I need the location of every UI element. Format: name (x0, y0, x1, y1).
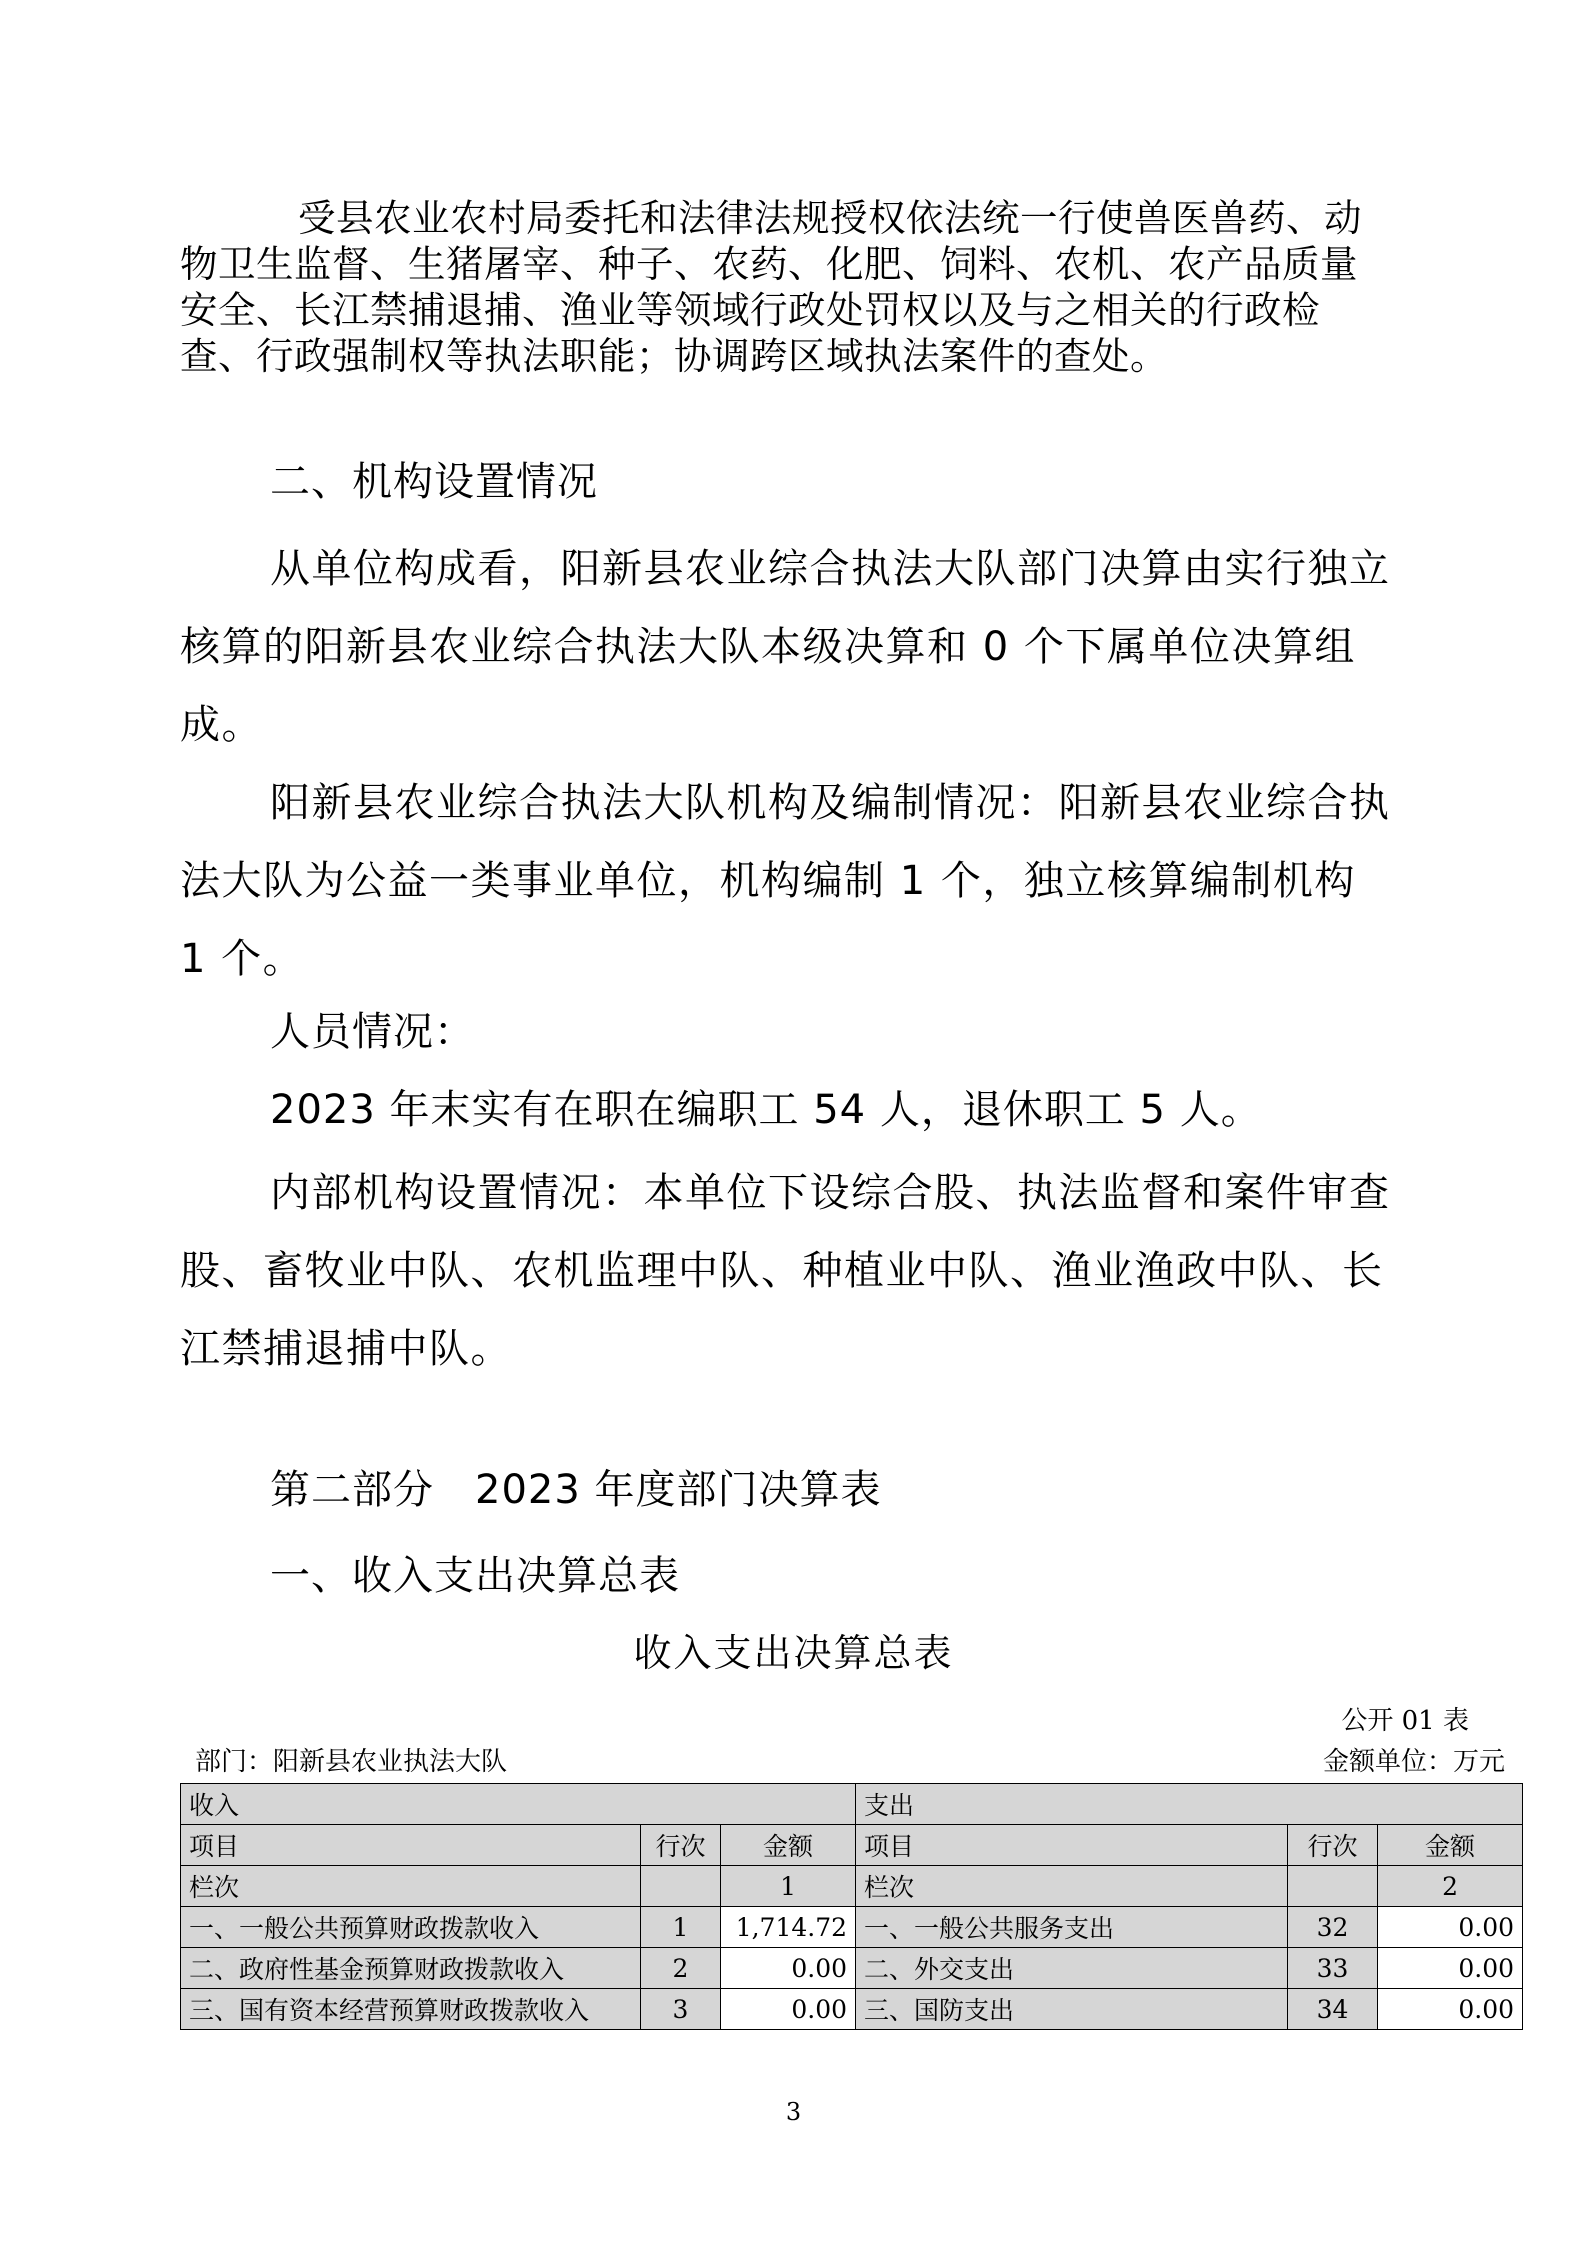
expense-row-no: 32 (1288, 1907, 1378, 1948)
expense-lanci-label: 栏次 (856, 1866, 1288, 1907)
table-code: 公开 01 表 (1341, 1706, 1469, 1736)
income-item: 一、一般公共预算财政拨款收入 (181, 1907, 641, 1948)
expense-item: 三、国防支出 (856, 1989, 1288, 2030)
internal-structure-paragraph: 内部机构设置情况：本单位下设综合股、执法监督和案件审查股、畜牧业中队、农机监理中队、种植业中队、渔业渔政中队、长江禁捕退捕中队。 (180, 1170, 1391, 1372)
table-title: 收入支出决算总表 (633, 1631, 954, 1675)
income-amount: 0.00 (721, 1989, 856, 2030)
table-lanci-row (181, 1866, 1523, 1907)
unit-composition-paragraph: 从单位构成看，阳新县农业综合执法大队部门决算由实行独立核算的阳新县农业综合执法大队本级决算和 0 个下属单位决算组成。 (180, 546, 1391, 748)
table-row (181, 1948, 1523, 1989)
table-row (181, 1907, 1523, 1948)
staff-heading: 人员情况： (270, 1009, 475, 1055)
table-column-header-row (181, 1825, 1523, 1866)
expense-row-no: 34 (1288, 1989, 1378, 2030)
expense-header: 支出 (856, 1784, 1523, 1825)
establishment-paragraph: 阳新县农业综合执法大队机构及编制情况：阳新县农业综合执法大队为公益一类事业单位，机构编制 1 个，独立核算编制机构 1 个。 (180, 780, 1391, 982)
expense-item: 二、外交支出 (856, 1948, 1288, 1989)
income-header: 收入 (181, 1784, 856, 1825)
expense-amount-header: 金额 (1378, 1825, 1523, 1866)
income-amount: 0.00 (721, 1948, 856, 1989)
expense-row-no: 33 (1288, 1948, 1378, 1989)
expense-lanci-value: 2 (1378, 1866, 1523, 1907)
section-heading-organization: 二、机构设置情况 (270, 459, 598, 505)
part-two-heading: 第二部分 2023 年度部门决算表 (270, 1467, 882, 1513)
expense-lanci-empty (1288, 1866, 1378, 1907)
income-lanci-empty (641, 1866, 721, 1907)
income-row-no-header: 行次 (641, 1825, 721, 1866)
income-item-header: 项目 (181, 1825, 641, 1866)
income-row-no: 2 (641, 1948, 721, 1989)
table-row (181, 1989, 1523, 2030)
table-header-row (181, 1784, 1523, 1825)
expense-item: 一、一般公共服务支出 (856, 1907, 1288, 1948)
income-amount: 1,714.72 (721, 1907, 856, 1948)
expense-item-header: 项目 (856, 1825, 1288, 1866)
income-row-no: 3 (641, 1989, 721, 2030)
staff-count-line: 2023 年末实有在职在编职工 54 人，退休职工 5 人。 (270, 1087, 1262, 1133)
unit-label: 金额单位：万元 (1322, 1747, 1505, 1777)
income-row-no: 1 (641, 1907, 721, 1948)
expense-amount: 0.00 (1378, 1948, 1523, 1989)
expense-row-no-header: 行次 (1288, 1825, 1378, 1866)
income-expense-table (180, 1783, 1523, 2030)
income-lanci-label: 栏次 (181, 1866, 641, 1907)
expense-amount: 0.00 (1378, 1989, 1523, 2030)
income-item: 二、政府性基金预算财政拨款收入 (181, 1948, 641, 1989)
table-section-heading: 一、收入支出决算总表 (270, 1553, 680, 1599)
income-item: 三、国有资本经营预算财政拨款收入 (181, 1989, 641, 2030)
income-amount-header: 金额 (721, 1825, 856, 1866)
expense-amount: 0.00 (1378, 1907, 1523, 1948)
page-number: 3 (785, 2098, 802, 2126)
income-lanci-value: 1 (721, 1866, 856, 1907)
department-label: 部门：阳新县农业执法大队 (195, 1747, 508, 1777)
intro-paragraph: 受县农业农村局委托和法律法规授权依法统一行使兽医兽药、动物卫生监督、生猪屠宰、种子、农药、化肥、饲料、农机、农产品质量安全、长江禁捕退捕、渔业等领域行政处罚权以及与之相关的行政检查、行政强制权等执法职能；协调跨区域执法案件的查处。 (180, 196, 1362, 378)
